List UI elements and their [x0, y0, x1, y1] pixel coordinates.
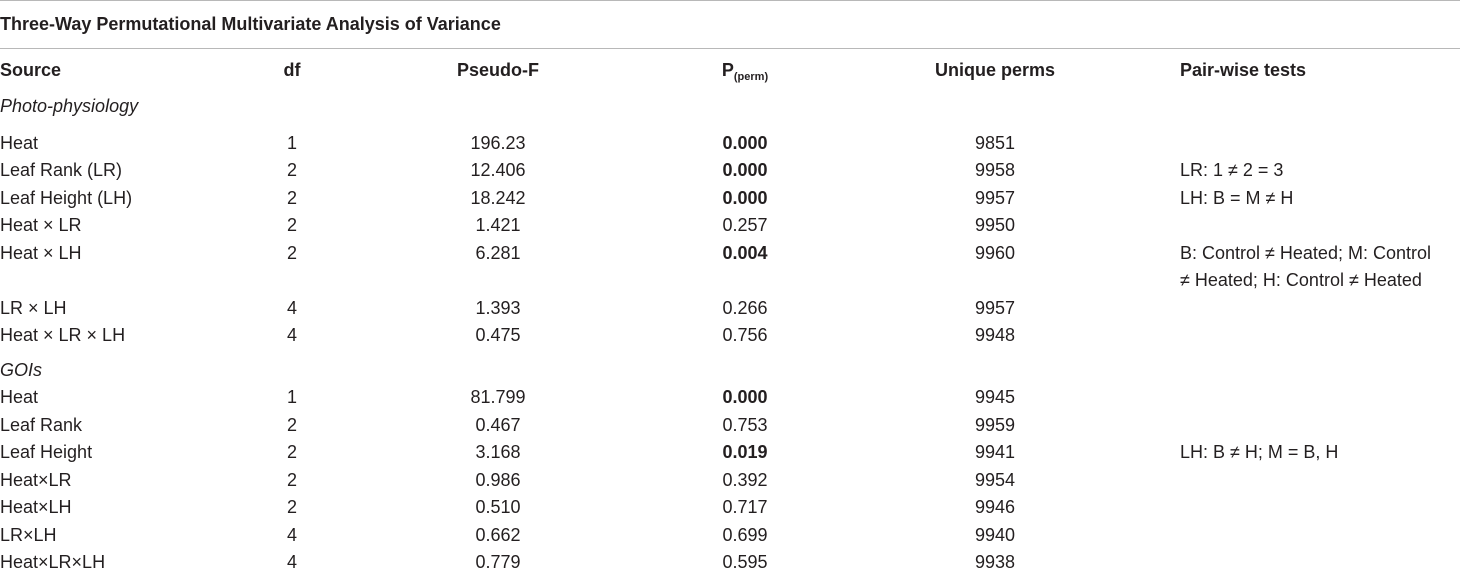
- row-source: LR×LH: [0, 525, 57, 545]
- header-unique-perms: Unique perms: [934, 60, 1056, 80]
- header-rule: [0, 48, 1460, 49]
- row-pseudo-f: 0.510: [475, 497, 521, 517]
- row-p-perm: 0.004: [722, 243, 768, 263]
- row-unique-perms: 9958: [974, 160, 1016, 180]
- row-source: LR × LH: [0, 298, 67, 318]
- row-pairwise: [1180, 157, 1283, 184]
- row-source: Heat × LR × LH: [0, 325, 126, 345]
- row-unique-perms: 9948: [974, 325, 1016, 345]
- pairwise-line: LR: 1 ≠ 2 = 3: [1180, 160, 1284, 180]
- row-df: 2: [286, 415, 297, 435]
- row-p-perm: 0.257: [722, 215, 768, 235]
- row-unique-perms: 9940: [974, 525, 1016, 545]
- row-unique-perms: 9959: [974, 415, 1016, 435]
- header-pseudo-f: Pseudo-F: [456, 60, 539, 80]
- row-unique-perms: 9946: [974, 497, 1016, 517]
- row-pseudo-f: 1.421: [475, 215, 521, 235]
- row-df: 4: [286, 552, 297, 572]
- header-p-sub: (perm): [733, 71, 769, 83]
- row-p-perm: 0.000: [722, 188, 768, 208]
- row-pseudo-f: 0.986: [475, 470, 521, 490]
- row-source: Heat×LR: [0, 470, 72, 490]
- row-pseudo-f: 18.242: [470, 188, 526, 208]
- group-label: GOIs: [0, 360, 43, 380]
- row-source: Heat: [0, 387, 39, 407]
- row-unique-perms: 9945: [974, 387, 1016, 407]
- row-p-perm: 0.392: [722, 470, 768, 490]
- row-pseudo-f: 1.393: [475, 298, 521, 318]
- row-pairwise: [1180, 439, 1338, 466]
- row-pseudo-f: 0.662: [475, 525, 521, 545]
- header-p-main: P: [721, 60, 734, 80]
- row-p-perm: 0.000: [722, 160, 768, 180]
- row-unique-perms: 9957: [974, 298, 1016, 318]
- header-p-perm: [700, 60, 790, 83]
- pairwise-line: ≠ Heated; H: Control ≠ Heated: [1180, 270, 1422, 290]
- row-p-perm: 0.756: [722, 325, 768, 345]
- row-df: 4: [286, 525, 297, 545]
- group-label: Photo-physiology: [0, 96, 139, 116]
- row-unique-perms: 9954: [974, 470, 1016, 490]
- row-df: 4: [286, 325, 297, 345]
- row-source: Heat × LH: [0, 243, 82, 263]
- row-df: 2: [286, 243, 297, 263]
- row-p-perm: 0.699: [722, 525, 768, 545]
- row-source: Leaf Height: [0, 442, 93, 462]
- row-df: 1: [286, 133, 297, 153]
- row-df: 2: [286, 497, 297, 517]
- header-pairwise-tests: Pair-wise tests: [1180, 60, 1307, 80]
- pairwise-line: LH: B = M ≠ H: [1180, 188, 1294, 208]
- row-unique-perms: 9851: [974, 133, 1016, 153]
- row-df: 2: [286, 215, 297, 235]
- row-pseudo-f: 3.168: [475, 442, 521, 462]
- row-unique-perms: 9950: [974, 215, 1016, 235]
- row-df: 2: [286, 188, 297, 208]
- row-p-perm: 0.000: [722, 133, 768, 153]
- row-unique-perms: 9941: [974, 442, 1016, 462]
- row-p-perm: 0.717: [722, 497, 768, 517]
- row-pseudo-f: 6.281: [475, 243, 521, 263]
- row-pseudo-f: 0.467: [475, 415, 521, 435]
- row-df: 2: [286, 160, 297, 180]
- table-title: Three-Way Permutational Multivariate Analysis of Variance: [0, 14, 501, 34]
- row-source: Heat: [0, 133, 39, 153]
- row-unique-perms: 9960: [974, 243, 1016, 263]
- row-source: Leaf Rank: [0, 415, 83, 435]
- row-df: 2: [286, 442, 297, 462]
- row-df: 2: [286, 470, 297, 490]
- row-source: Leaf Height (LH): [0, 188, 133, 208]
- row-p-perm: 0.266: [722, 298, 768, 318]
- row-pseudo-f: 0.475: [475, 325, 521, 345]
- row-unique-perms: 9938: [974, 552, 1016, 572]
- row-pseudo-f: 196.23: [470, 133, 526, 153]
- row-pseudo-f: 12.406: [470, 160, 526, 180]
- header-df: df: [283, 60, 301, 80]
- row-unique-perms: 9957: [974, 188, 1016, 208]
- row-df: 1: [286, 387, 297, 407]
- row-p-perm: 0.000: [722, 387, 768, 407]
- row-source: Heat × LR: [0, 215, 82, 235]
- row-pseudo-f: 81.799: [470, 387, 526, 407]
- row-df: 4: [286, 298, 297, 318]
- row-p-perm: 0.753: [722, 415, 768, 435]
- row-p-perm: 0.019: [722, 442, 768, 462]
- pairwise-line: B: Control ≠ Heated; M: Control: [1180, 243, 1431, 263]
- pairwise-line: LH: B ≠ H; M = B, H: [1180, 442, 1339, 462]
- row-pseudo-f: 0.779: [475, 552, 521, 572]
- row-source: Leaf Rank (LR): [0, 160, 123, 180]
- row-source: Heat×LR×LH: [0, 552, 106, 572]
- row-pairwise: [1180, 185, 1293, 212]
- header-source: Source: [0, 60, 62, 80]
- row-p-perm: 0.595: [722, 552, 768, 572]
- row-pairwise: [1180, 240, 1431, 294]
- top-rule: [0, 0, 1460, 1]
- row-source: Heat×LH: [0, 497, 72, 517]
